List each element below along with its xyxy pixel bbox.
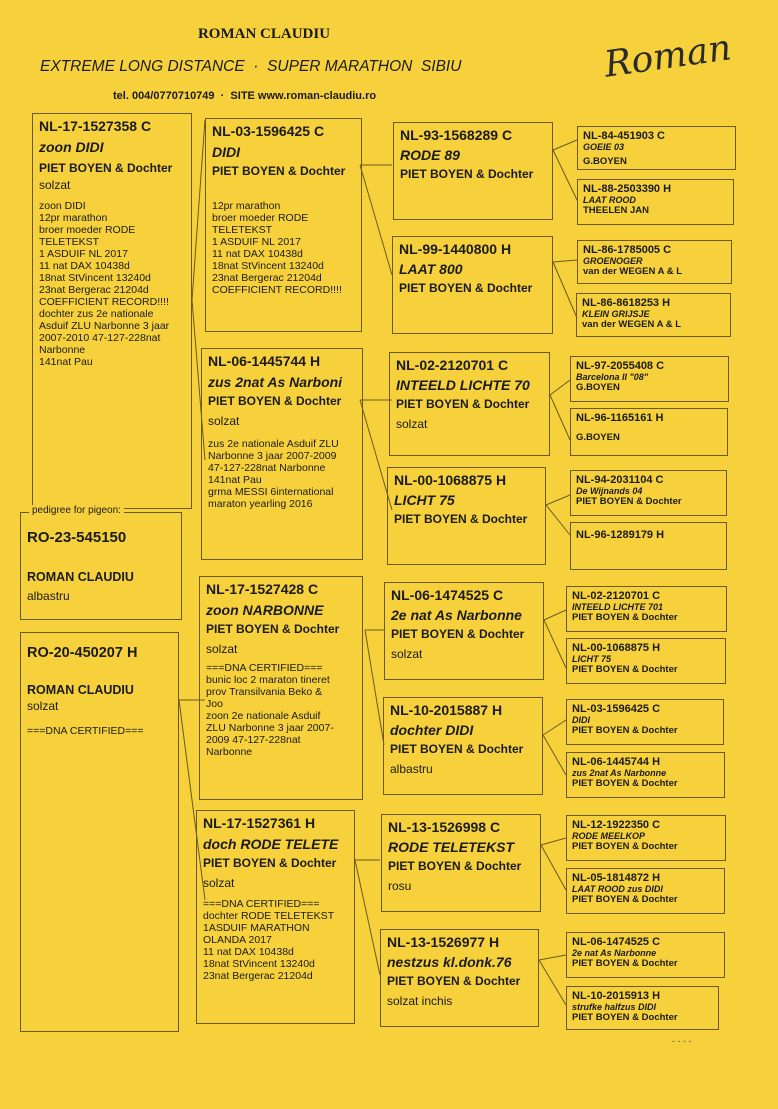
gen3-card-2 [392, 236, 553, 334]
notes: zus 2e nationale Asduif ZLU Narbonne 3 jaar 2007-2009 47-127-228nat Narbonne 141nat Pau grma MESSI 6international maraton yearling 2016 [208, 438, 339, 510]
ring-number: NL-17-1527428 C [206, 581, 319, 597]
pigeon-name: INTEELD LICHTE 70 [396, 377, 530, 393]
ring-number: NL-00-1068875 H [572, 642, 661, 654]
pigeon-name: 2e nat As Narbonne [391, 607, 522, 623]
father-card [32, 113, 192, 509]
subtitle: EXTREME LONG DISTANCE · SUPER MARATHON SIBIU [40, 58, 462, 75]
pigeon-name: LAAT ROOD [583, 195, 636, 205]
color: rosu [388, 879, 412, 893]
ring-number: NL-88-2503390 H [583, 183, 672, 195]
ring-number: NL-93-1568289 C [400, 127, 513, 143]
gen4-card-10 [566, 638, 726, 684]
color: solzat [391, 647, 423, 661]
breeder: PIET BOYEN & Dochter [390, 742, 524, 756]
notes: 12pr marathon broer moeder RODE TELETEKST 1 ASDUIF NL 2017 11 nat DAX 10438d 18nat StVincent 13240d 23nat Bergerac 21204d COEFFICIENT RECORD!!!! [212, 200, 342, 296]
gen4-card-14 [566, 868, 725, 914]
subject-card [20, 505, 182, 620]
ring-number: NL-97-2055408 C [576, 360, 665, 372]
ring-number: NL-12-1922350 C [572, 819, 661, 831]
gen2-card-2 [201, 348, 363, 560]
notes: ===DNA CERTIFIED=== dochter RODE TELETEKST 1ASDUIF MARATHON OLANDA 2017 11 nat DAX 10438d 18nat StVincent 13240d 23nat Bergerac 21204d [203, 898, 335, 982]
ring-number: NL-13-1526998 C [388, 819, 501, 835]
ring-number: NL-06-1474525 C [572, 936, 661, 948]
gen4-card-6 [570, 408, 728, 456]
pigeon-name: LICHT 75 [572, 654, 612, 664]
breeder: PIET BOYEN & Dochter [572, 778, 678, 789]
breeder: ROMAN CLAUDIU [27, 683, 134, 697]
gen3-card-7 [381, 814, 541, 912]
ring-number: NL-06-1445744 H [572, 756, 661, 768]
gen4-card-11 [566, 699, 724, 745]
ring-number: NL-84-451903 C [583, 130, 665, 142]
signature: Roman [601, 27, 734, 86]
pigeon-name: DIDI [572, 715, 590, 725]
subject-owner: ROMAN CLAUDIU [27, 570, 134, 584]
breeder: PIET BOYEN & Dochter [391, 627, 525, 641]
pigeon-name: RODE MEELKOP [572, 831, 646, 841]
breeder: PIET BOYEN & Dochter [39, 161, 173, 175]
ring-number: NL-02-2120701 C [572, 590, 661, 602]
ring-number: NL-13-1526977 H [387, 934, 500, 950]
ring-number: NL-10-2015913 H [572, 990, 661, 1002]
gen4-card-3 [577, 240, 732, 284]
breeder: PIET BOYEN & Dochter [203, 856, 337, 870]
gen2-card-3 [199, 576, 363, 800]
ring-number: NL-86-1785005 C [583, 244, 672, 256]
pigeon-name: Barcelona II "08" [576, 372, 649, 382]
notes: ===DNA CERTIFIED=== [27, 725, 144, 737]
breeder: THEELEN JAN [583, 205, 649, 216]
gen4-card-12 [566, 752, 725, 798]
footer-mark: - - - - [672, 1036, 692, 1046]
breeder: PIET BOYEN & Dochter [572, 894, 678, 905]
pigeon-name: zoon NARBONNE [206, 602, 324, 618]
breeder: PIET BOYEN & Dochter [572, 725, 678, 736]
breeder: van der WEGEN A & L [582, 319, 682, 330]
color: solzat [203, 876, 235, 890]
gen4-card-7 [570, 470, 727, 516]
ring-number: NL-03-1596425 C [212, 123, 325, 139]
breeder: PIET BOYEN & Dochter [572, 612, 678, 623]
gen4-card-13 [566, 815, 726, 861]
breeder: PIET BOYEN & Dochter [572, 664, 678, 675]
breeder: PIET BOYEN & Dochter [396, 397, 530, 411]
ring-number: NL-17-1527361 H [203, 815, 316, 831]
ring-number: NL-86-8618253 H [582, 297, 671, 309]
notes: zoon DIDI 12pr marathon broer moeder RODE TELETEKST 1 ASDUIF NL 2017 11 nat DAX 10438d 18nat StVincent 13240d 23nat Bergerac 21204d COEFFICIENT RECORD!!!! dochter zus 2e nationale Asduif ZLU Narbonne 3 jaar 2007-2010 47-127-228nat Narbonne 141nat Pau [39, 200, 170, 368]
ring-number: NL-06-1445744 H [208, 353, 321, 369]
pigeon-name: LAAT 800 [399, 261, 463, 277]
color: albastru [390, 762, 433, 776]
color: solzat [396, 417, 428, 431]
pigeon-name: RODE 89 [400, 147, 460, 163]
pigeon-name: strufke halfzus DIDI [572, 1002, 657, 1012]
breeder: PIET BOYEN & Dochter [572, 1012, 678, 1023]
gen4-card-2 [577, 179, 734, 225]
gen3-card-3 [389, 352, 550, 456]
gen3-card-4 [387, 467, 546, 565]
color: solzat [208, 414, 240, 428]
pigeon-name: RODE TELETEKST [388, 839, 515, 855]
gen2-card-4 [196, 810, 355, 1024]
ring-number: NL-03-1596425 C [572, 703, 661, 715]
mother-card [20, 632, 179, 1032]
owner-title: ROMAN CLAUDIU [197, 26, 331, 42]
breeder: PIET BOYEN & Dochter [399, 281, 533, 295]
gen3-card-1 [393, 122, 553, 220]
gen4-card-9 [566, 586, 727, 632]
ring-number: NL-10-2015887 H [390, 702, 503, 718]
breeder: PIET BOYEN & Dochter [388, 859, 522, 873]
gen3-card-6 [383, 697, 543, 795]
pigeon-name: zus 2nat As Narbonne [572, 768, 667, 778]
gen4-card-4 [576, 293, 731, 337]
gen4-card-1 [577, 126, 736, 170]
ring-number: NL-06-1474525 C [391, 587, 504, 603]
breeder: G.BOYEN [576, 382, 620, 393]
pedigree-label: pedigree for pigeon: [29, 505, 124, 516]
ring-number: NL-96-1165161 H [576, 412, 664, 424]
breeder: G.BOYEN [583, 156, 627, 167]
breeder: PIET BOYEN & Dochter [387, 974, 521, 988]
breeder: PIET BOYEN & Dochter [206, 622, 340, 636]
pigeon-name: zus 2nat As Narboni [208, 374, 343, 390]
breeder: PIET BOYEN & Dochter [394, 512, 528, 526]
ring-number: NL-99-1440800 H [399, 241, 512, 257]
breeder: PIET BOYEN & Dochter [572, 841, 678, 852]
subject-ring: RO-23-545150 [27, 529, 127, 546]
pigeon-name: De Wijnands 04 [576, 486, 643, 496]
pigeon-name: nestzus kl.donk.76 [387, 954, 512, 970]
ring-number: NL-96-1289179 H [576, 529, 665, 541]
color: solzat inchis [387, 994, 453, 1008]
breeder: PIET BOYEN & Dochter [572, 958, 678, 969]
ring-number: NL-00-1068875 H [394, 472, 507, 488]
ring-number: NL-17-1527358 C [39, 118, 152, 134]
ring-number: NL-02-2120701 C [396, 357, 509, 373]
ring-number: RO-20-450207 H [27, 645, 138, 661]
pigeon-name: 2e nat As Narbonne [572, 948, 657, 958]
breeder: PIET BOYEN & Dochter [576, 496, 682, 507]
breeder: PIET BOYEN & Dochter [212, 164, 346, 178]
ring-number: NL-05-1814872 H [572, 872, 661, 884]
notes: ===DNA CERTIFIED=== bunic loc 2 maraton tineret prov Transilvania Beko & Joo zoon 2e nationale Asduif ZLU Narbonne 3 jaar 2007- 2009 47-127-228nat Narbonne [206, 662, 334, 758]
pigeon-name: doch RODE TELETE [203, 836, 339, 852]
color: solzat [39, 178, 71, 192]
color: solzat [27, 699, 59, 713]
ring-number: NL-94-2031104 C [576, 474, 664, 486]
pigeon-name: LICHT 75 [394, 492, 455, 508]
gen2-card-1 [205, 118, 362, 332]
gen3-card-5 [384, 582, 544, 680]
subject-color: albastru [27, 589, 70, 603]
breeder: van der WEGEN A & L [583, 266, 683, 277]
pigeon-name: DIDI [212, 144, 240, 160]
pigeon-name: zoon DIDI [39, 139, 104, 155]
pigeon-name: dochter DIDI [390, 722, 474, 738]
pigeon-name: GOEIE 03 [583, 142, 625, 152]
pigeon-name: INTEELD LICHTE 701 [572, 602, 664, 612]
contact-line: tel. 004/0770710749 · SITE www.roman-claudiu.ro [113, 90, 377, 102]
breeder: PIET BOYEN & Dochter [208, 394, 342, 408]
breeder: PIET BOYEN & Dochter [400, 167, 534, 181]
gen4-card-16 [566, 986, 719, 1030]
pigeon-name: LAAT ROOD zus DIDI [572, 884, 663, 894]
gen4-card-5 [570, 356, 729, 402]
color: solzat [206, 642, 238, 656]
pigeon-name: GROENOGER [583, 256, 643, 266]
pigeon-name: KLEIN GRIJSJE [582, 309, 650, 319]
breeder: G.BOYEN [576, 432, 620, 443]
gen4-card-8 [570, 522, 727, 570]
gen3-card-8 [380, 929, 539, 1027]
gen4-card-15 [566, 932, 725, 978]
